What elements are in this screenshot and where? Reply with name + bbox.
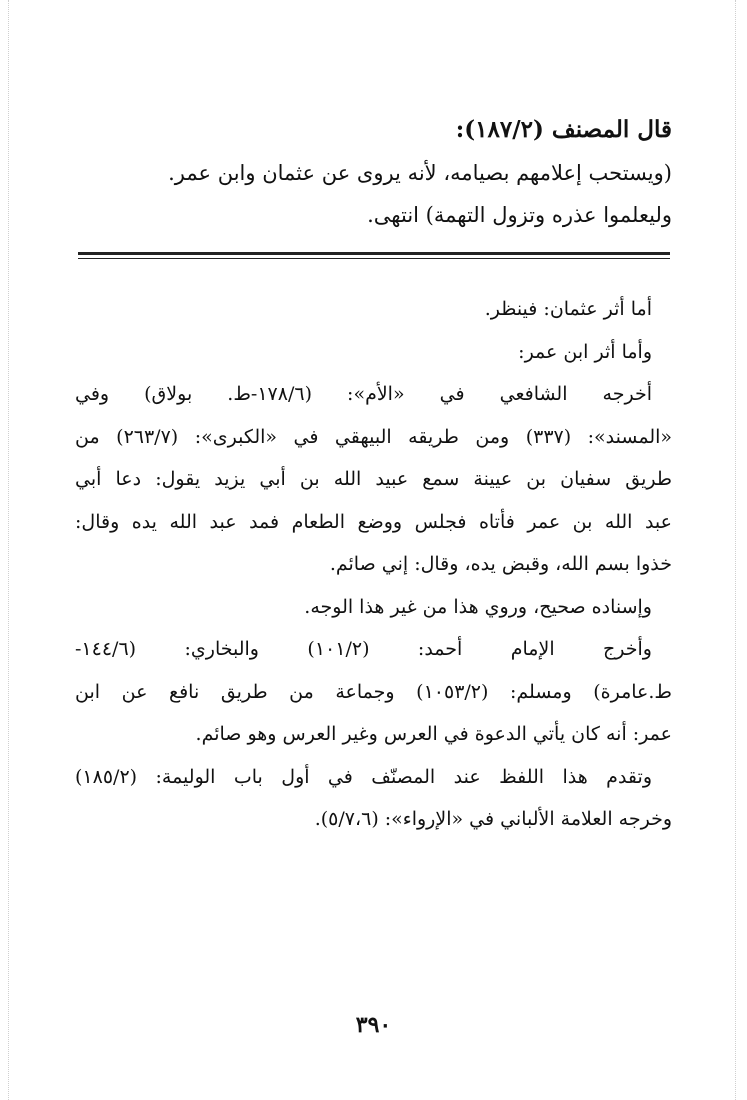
section-heading: قال المصنف (١٨٧/٢): xyxy=(455,116,672,143)
body-line: طريق سفيان بن عيينة سمع عبيد الله بن أبي يزيد يقول: دعا أبي xyxy=(75,468,672,490)
body-line: وأخرج الإمام أحمد: (١٠١/٢) والبخاري: (١٤٤/٦- xyxy=(75,638,652,660)
body-line: أخرجه الشافعي في «الأم»: (١٧٨/٦-ط. بولاق) وفي xyxy=(75,383,652,405)
separator-rule-thin xyxy=(78,258,670,259)
body-line: ط.عامرة) ومسلم: (١٠٥٣/٢) وجماعة من طريق نافع عن ابن xyxy=(75,680,672,703)
body-line: «المسند»: (٣٣٧) ومن طريقه البيهقي في «الكبرى»: (٢٦٣/٧) من xyxy=(75,425,672,448)
scan-edge-left xyxy=(8,0,9,1100)
commentary-body xyxy=(75,288,672,841)
body-line: وأما أثر ابن عمر: xyxy=(518,340,652,363)
body-line: عمر: أنه كان يأتي الدعوة في العرس وغير العرس وهو صائم. xyxy=(195,723,672,745)
quote-line: (ويستحب إعلامهم بصيامه، لأنه يروى عن عثمان وابن عمر. xyxy=(168,161,672,185)
body-line: وإسناده صحيح، وروي هذا من غير هذا الوجه. xyxy=(304,595,652,618)
scan-edge-right xyxy=(735,0,736,1100)
body-line: عبد الله بن عمر فأتاه فجلس ووضع الطعام فمد عبد الله يده وقال: xyxy=(75,510,672,533)
body-line: وخرجه العلامة الألباني في «الإرواء»: (٥/٧،٦). xyxy=(314,808,672,830)
author-quote xyxy=(75,152,672,236)
body-line: أما أثر عثمان: فينظر. xyxy=(484,298,652,320)
body-line: خذوا بسم الله، وقبض يده، وقال: إني صائم. xyxy=(329,553,672,575)
quote-line: وليعلموا عذره وتزول التهمة) انتهى. xyxy=(367,203,672,227)
page-number: ٣٩٠ xyxy=(355,1012,392,1038)
body-line: وتقدم هذا اللفظ عند المصنّف في أول باب الوليمة: (١٨٥/٢) xyxy=(75,765,652,788)
separator-rule xyxy=(78,252,670,255)
